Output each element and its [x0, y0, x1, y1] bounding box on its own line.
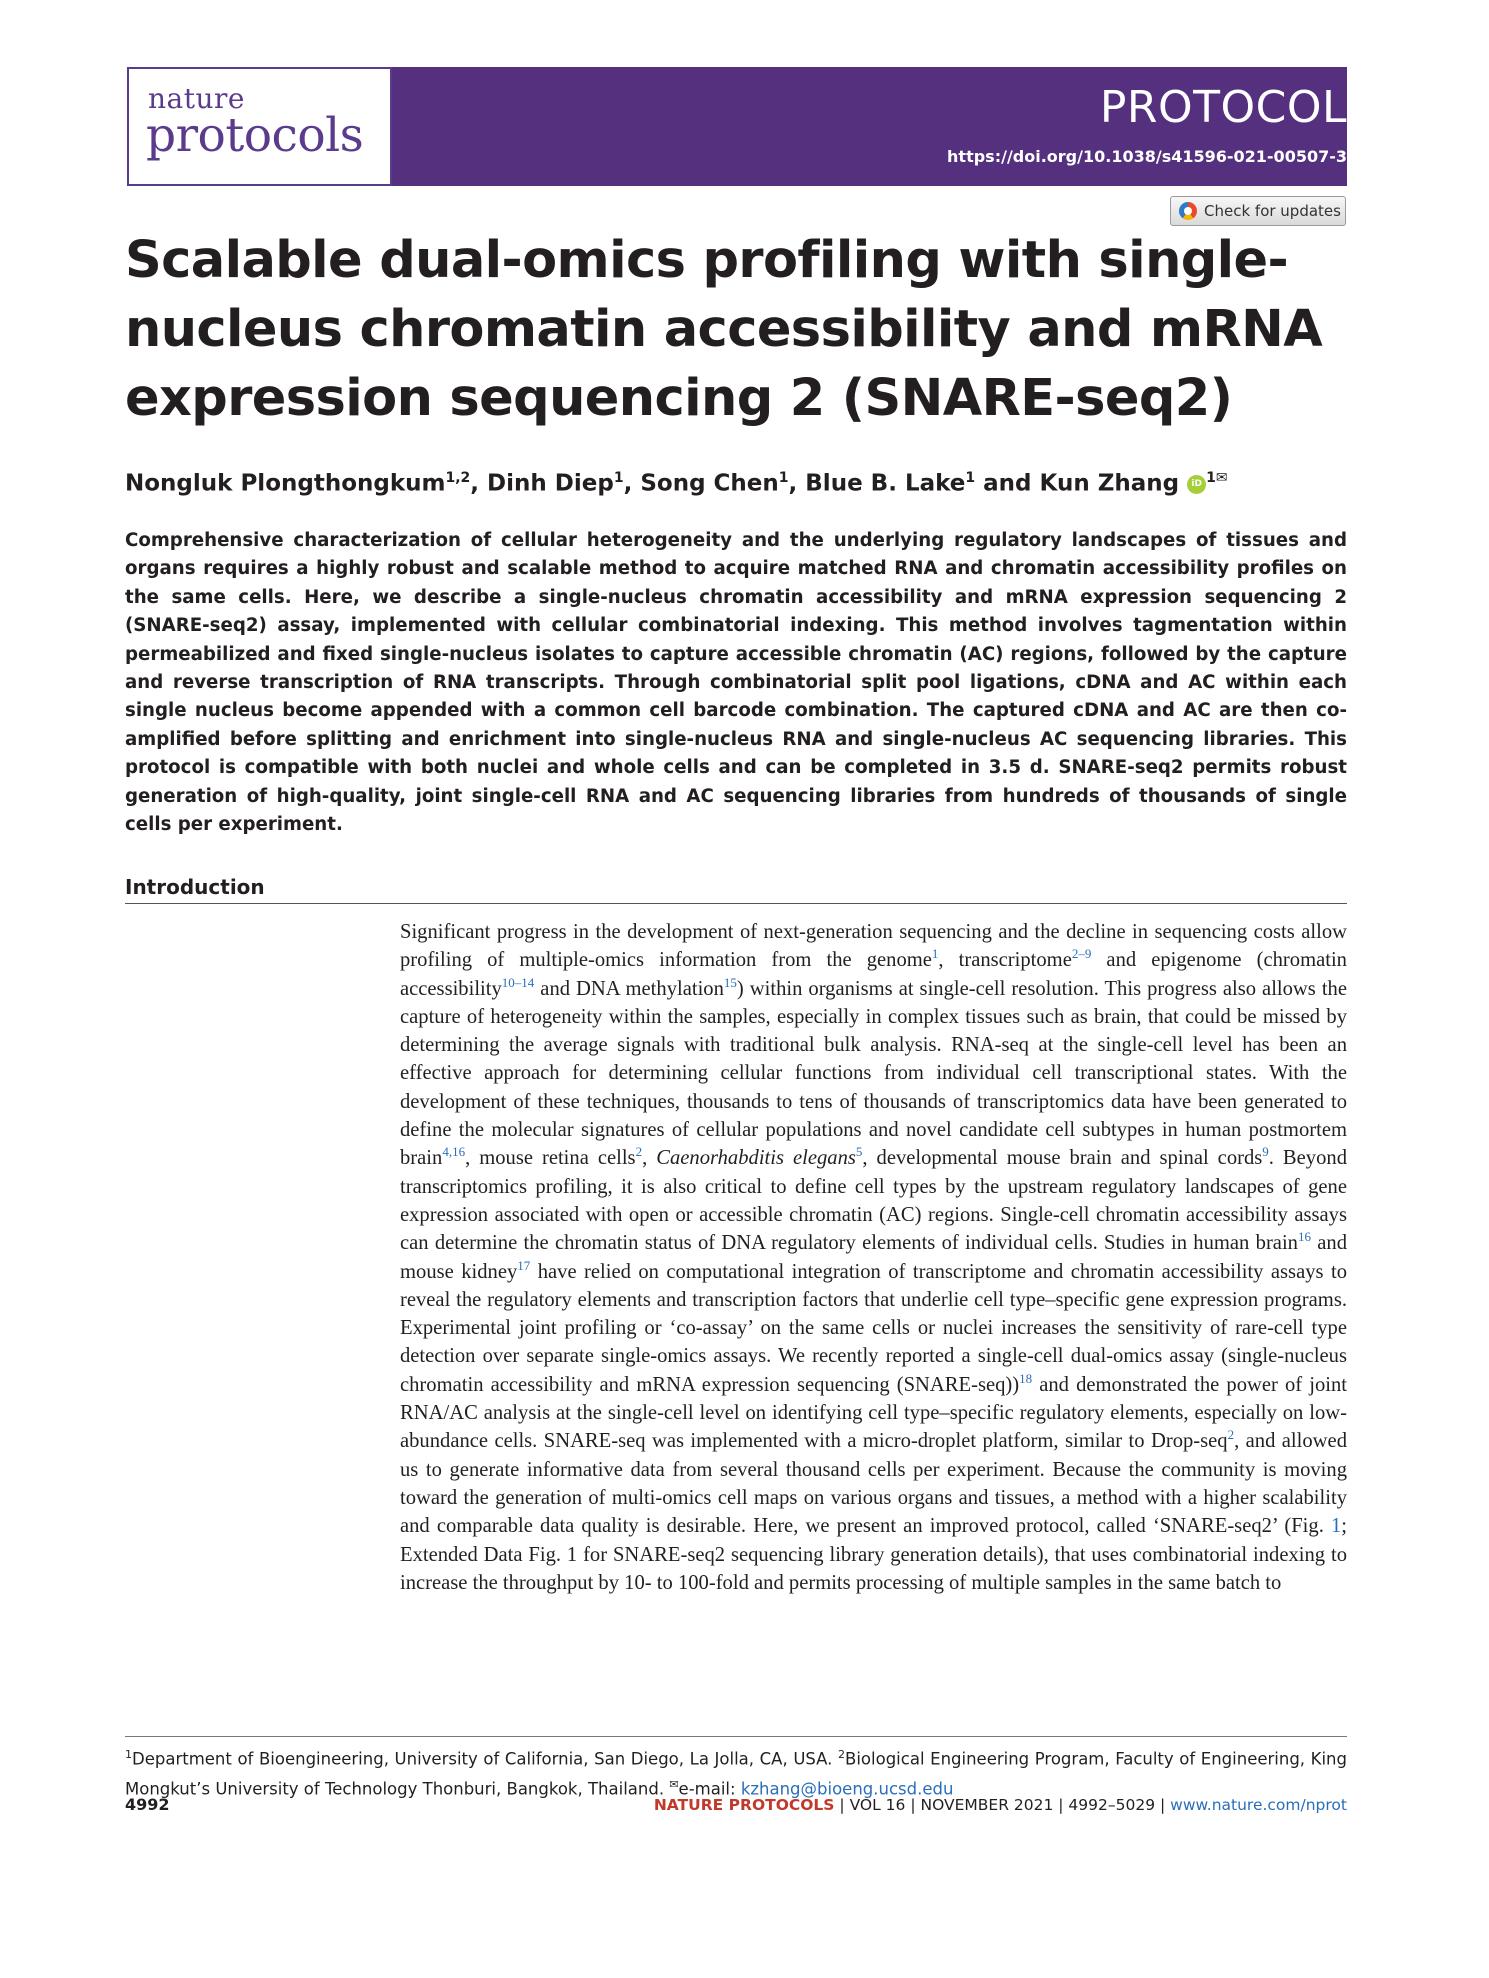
citation-link[interactable]: 17: [517, 1257, 531, 1273]
body-text-segment: , and allowed us to generate informative data from several thousand cells per experiment. Because the community is moving toward the generation of multi-omics cell maps on various organs and tissues, a method with a higher scalability and comparable data quality is desirable. Here, we present an improved protocol, called ‘SNARE-seq2’ (Fig.: [400, 1430, 1347, 1538]
journal-logo-protocols: protocols: [146, 108, 364, 163]
orcid-icon[interactable]: iD: [1187, 475, 1206, 494]
body-text-segment: ; Extended Data Fig. 1 for SNARE-seq2 sequencing library generation details), that uses combinatorial indexing to increase the throughput by 10- to 100-fold and permits processing of multiple samples in the same batch to: [400, 1515, 1347, 1594]
affiliation-number: 1: [125, 1748, 132, 1761]
citation-link[interactable]: 2: [635, 1144, 643, 1160]
journal-logo-nature: nature: [148, 82, 245, 115]
affiliations-footnote: [125, 1742, 1347, 1801]
body-text-segment: and demonstrated the power of joint RNA/AC analysis at the single-cell level on identifying cell type–specific regulatory elements, especially on low-abundance cells. SNARE-seq was implemented with a micro-droplet platform, similar to Drop-seq: [400, 1373, 1347, 1453]
body-text-segment: and DNA methylation: [534, 977, 724, 1000]
footnote-divider: [125, 1736, 1347, 1737]
article-title: Scalable dual-omics profiling with single-nucleus chromatin accessibility and mRNA expression sequencing 2 (SNARE-seq2): [125, 231, 1323, 428]
author-affiliation: 1: [613, 470, 624, 486]
journal-name: NATURE PROTOCOLS: [653, 1796, 835, 1814]
italic-text: Caenorhabditis elegans: [656, 1147, 856, 1170]
footer-separator: |: [834, 1796, 850, 1814]
section-label: PROTOCOL: [1099, 82, 1347, 133]
citation-link[interactable]: 9: [1262, 1144, 1269, 1160]
journal-date: NOVEMBER 2021: [920, 1796, 1054, 1814]
author-separator: ,: [470, 470, 488, 497]
affiliation-number: 2: [838, 1748, 846, 1761]
body-text-segment: , mouse retina cells: [465, 1147, 636, 1170]
body-text-segment: and epigenome (chromatin accessibility: [400, 949, 1347, 1000]
author-affiliation: 1: [778, 470, 789, 486]
figure-link[interactable]: 1: [1330, 1515, 1342, 1538]
author: Song Chen: [640, 470, 779, 497]
citation-link[interactable]: 2–9: [1071, 946, 1092, 962]
author: Nongluk Plongthongkum: [125, 470, 446, 497]
author-affiliation: 1: [1206, 470, 1216, 486]
crossmark-icon: [1179, 202, 1197, 220]
body-text-segment: Significant progress in the development of next-generation sequencing and the decline in sequencing costs allow profiling of multiple-omics information from the genome: [400, 921, 1347, 972]
body-text-segment: ,: [642, 1147, 657, 1170]
introduction-heading: Introduction: [125, 875, 265, 899]
citation-link[interactable]: 18: [1019, 1370, 1033, 1386]
author-list: [125, 462, 1355, 500]
journal-footer: [654, 1794, 1347, 1816]
author-affiliation: 1,2: [445, 470, 471, 486]
citation-link[interactable]: 15: [723, 974, 737, 990]
journal-volume: VOL 16: [849, 1796, 906, 1814]
citation-link[interactable]: 5: [855, 1144, 863, 1160]
introduction-body: [400, 918, 1347, 1597]
introduction-divider: [125, 903, 1347, 904]
body-text-segment: and mouse kidney: [400, 1232, 1347, 1283]
author: Kun Zhang: [1039, 470, 1180, 497]
body-text-segment: . Beyond transcriptomics profiling, it is also critical to define cell types by the upstream regulatory landscapes of gene expression associated with open or accessible chromatin (AC) regions. Single-cell chromatin accessibility assays can determine the chromatin status of DNA regulatory elements of individual cells. Studies in human brain: [400, 1147, 1347, 1255]
footer-separator: |: [905, 1796, 921, 1814]
abstract: Comprehensive characterization of cellular heterogeneity and the underlying regulatory landscapes of tissues and organs requires a highly robust and scalable method to acquire matched RNA and chromatin accessibility profiles on the same cells. Here, we describe a single-nucleus chromatin accessibility and mRNA expression sequencing 2 (SNARE-seq2) assay, implemented with cellular combinatorial indexing. This method involves tagmentation within permeabilized and fixed single-nucleus isolates to capture accessible chromatin (AC) regions, followed by the capture and reverse transcription of RNA transcripts. Through combinatorial split pool ligations, cDNA and AC within each single nucleus become appended with a common cell barcode combination. The captured cDNA and AC are then co-amplified before splitting and enrichment into single-nucleus RNA and single-nucleus AC sequencing libraries. This protocol is compatible with both nuclei and whole cells and can be completed in 3.5 d. SNARE-seq2 permits robust generation of high-quality, joint single-cell RNA and AC sequencing libraries from hundreds of thousands of single cells per experiment.: [125, 530, 1347, 836]
envelope-icon: ✉: [669, 1777, 679, 1791]
body-text-segment: , developmental mouse brain and spinal cords: [862, 1147, 1263, 1170]
email-envelope-icon[interactable]: ✉: [1215, 470, 1228, 486]
body-text-segment: ) within organisms at single-cell resolution. This progress also allows the capture of heterogeneity within the samples, especially in complex tissues such as brain, that could be missed by determining the average signals with traditional bulk analysis. RNA-seq at the single-cell level has been an effective approach for determining cellular functions from individual cell transcriptional states. With the development of these techniques, thousands to tens of thousands of transcriptomics data have been generated to define the molecular signatures of cellular populations and novel candidate cell subtypes in human postmortem brain: [400, 977, 1347, 1170]
journal-url[interactable]: www.nature.com/nprot: [1170, 1796, 1347, 1814]
citation-link[interactable]: 4,16: [442, 1144, 466, 1160]
check-for-updates-label: Check for updates: [1204, 202, 1341, 220]
author: Dinh Diep: [487, 470, 614, 497]
citation-link[interactable]: 2: [1227, 1427, 1235, 1443]
citation-link[interactable]: 1: [931, 946, 939, 962]
body-text-segment: have relied on computational integration of transcriptome and chromatin accessibility assays to reveal the regulatory elements and transcription factors that underlie cell type–specific gene expression programs. Experimental joint profiling or ‘co-assay’ on the same cells or nuclei increases the sensitivity of rare-cell type detection over separate single-omics assays. We recently reported a single-cell dual-omics assay (single-nucleus chromatin accessibility and mRNA expression sequencing (SNARE-seq)): [400, 1260, 1347, 1396]
citation-link[interactable]: 16: [1297, 1229, 1311, 1245]
email-label: e-mail:: [678, 1779, 741, 1798]
email-link[interactable]: kzhang@bioeng.ucsd.edu: [740, 1779, 954, 1798]
footer-separator: |: [1155, 1796, 1171, 1814]
body-text-segment: , transcriptome: [938, 949, 1072, 972]
citation-link[interactable]: 10–14: [501, 974, 535, 990]
affiliation-2: Biological Engineering Program, Faculty of Engineering, King Mongkut’s University of Technology Thonburi, Bangkok, Thailand.: [125, 1749, 1347, 1798]
footer-separator: |: [1053, 1796, 1069, 1814]
check-for-updates-button[interactable]: [1170, 196, 1346, 226]
author-separator: ,: [788, 470, 806, 497]
author: Blue B. Lake: [805, 470, 966, 497]
author-and: and: [975, 470, 1040, 497]
page-number: 4992: [125, 1795, 170, 1814]
author-affiliation: 1: [965, 470, 976, 486]
affiliation-1: Department of Bioengineering, University of California, San Diego, La Jolla, CA, USA.: [132, 1749, 839, 1769]
author-separator: ,: [623, 470, 641, 497]
journal-pages: 4992–5029: [1068, 1796, 1156, 1814]
doi-link[interactable]: https://doi.org/10.1038/s41596-021-00507-3: [947, 147, 1347, 166]
